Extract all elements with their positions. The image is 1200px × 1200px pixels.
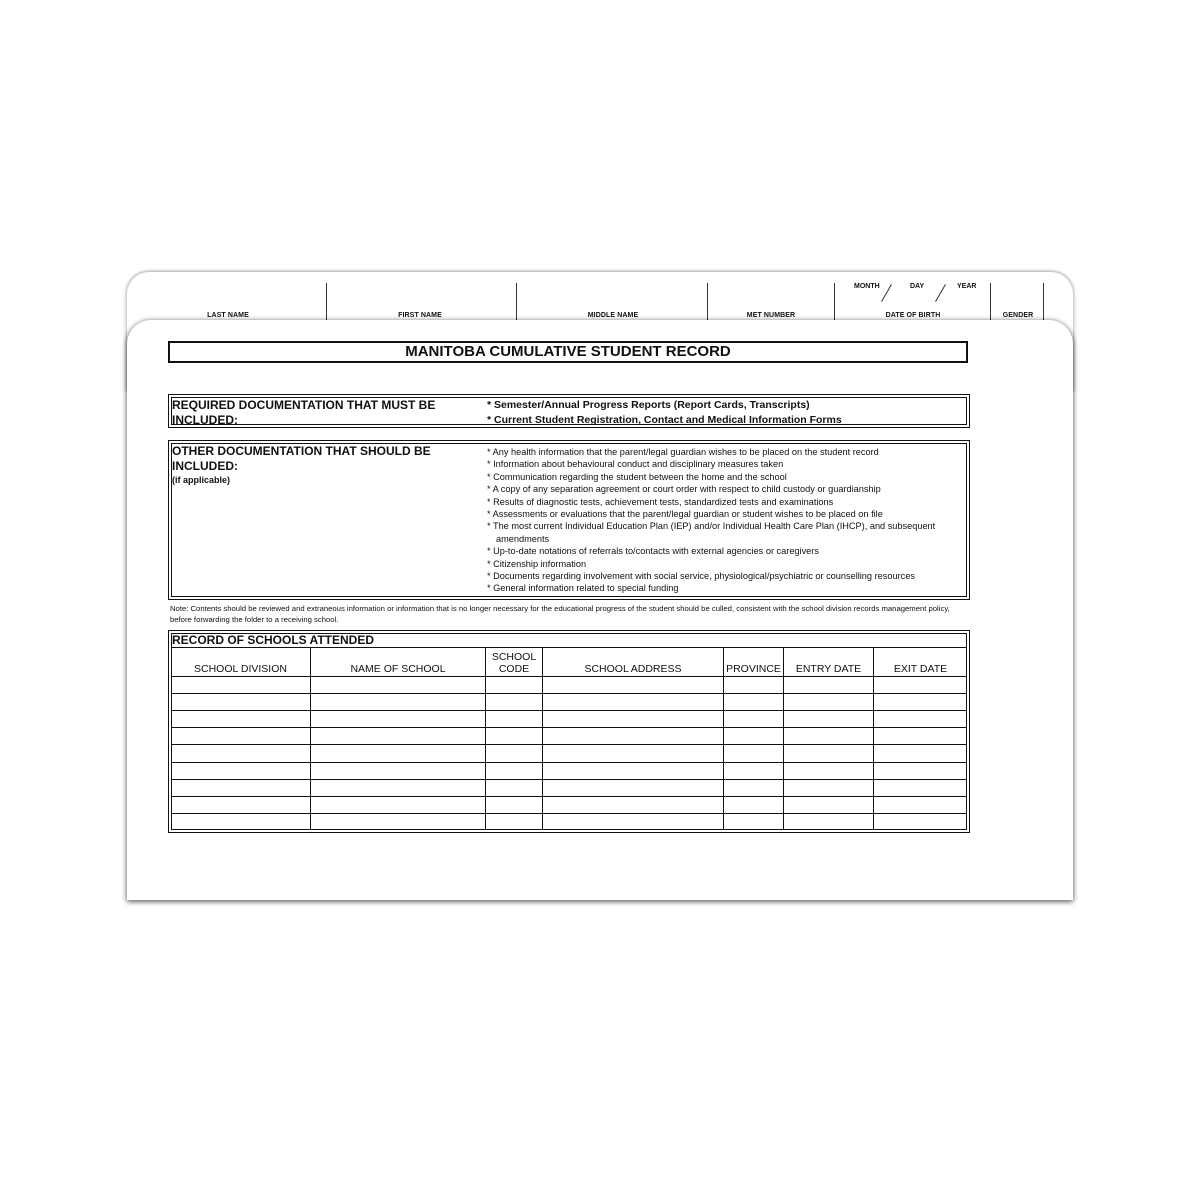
required-documentation-label: REQUIRED DOCUMENTATION THAT MUST BE INCLUDED: — [172, 398, 436, 427]
tab-divider — [707, 283, 708, 321]
tab-date-of-birth-label: DATE OF BIRTH — [885, 312, 941, 319]
list-item: * Up-to-date notations of referrals to/contacts with external agencies or caregivers — [487, 546, 819, 557]
table-row — [171, 813, 967, 814]
list-item: * The most current Individual Education Plan (IEP) and/or Individual Health Care Plan (IHCP), and subsequent — [487, 521, 936, 532]
column-header-school-division: SCHOOL DIVISION — [194, 663, 287, 675]
tab-last-name-label: LAST NAME — [207, 312, 249, 319]
tab-divider — [326, 283, 327, 321]
column-header-province: PROVINCE — [726, 663, 781, 675]
tab-divider — [1043, 283, 1044, 321]
schools-table — [168, 630, 970, 833]
tab-met-number-label: MET NUMBER — [746, 312, 796, 319]
culling-note: Note: Contents should be reviewed and extraneous information or information that is no longer necessary for the educational progress of the student should be culled, consistent with the school division records management policy, before forwarding the folder to a receiving school. — [170, 604, 950, 624]
list-item: * Documents regarding involvement with social service, physiological/psychiatric or counselling resources — [487, 571, 915, 582]
table-column-divider — [542, 647, 543, 830]
tab-day-label: DAY — [910, 283, 925, 290]
list-item: * Information about behavioural conduct and disciplinary measures taken — [487, 459, 784, 470]
column-header-entry-date: ENTRY DATE — [795, 663, 862, 675]
list-item: amendments — [496, 533, 550, 544]
tab-divider — [834, 283, 835, 321]
table-column-divider — [485, 647, 486, 830]
table-column-divider — [873, 647, 874, 830]
column-header-exit-date: EXIT DATE — [893, 663, 948, 675]
table-row — [171, 796, 967, 797]
tab-divider — [516, 283, 517, 321]
other-documentation-sublabel: (if applicable) — [172, 475, 231, 485]
list-item: * Any health information that the parent/legal guardian wishes to be placed on the student record — [487, 447, 879, 457]
table-row — [171, 779, 967, 780]
required-item: * Current Student Registration, Contact and Medical Information Forms — [487, 414, 842, 426]
list-item: * Citizenship information — [487, 558, 587, 569]
table-title-divider — [171, 647, 967, 648]
table-row — [171, 727, 967, 728]
schools-table-title: RECORD OF SCHOOLS ATTENDED — [172, 633, 375, 647]
tab-month-label: MONTH — [854, 283, 880, 290]
table-column-divider — [783, 647, 784, 830]
tab-divider — [990, 283, 991, 321]
list-item: * Communication regarding the student between the home and the school — [487, 471, 787, 482]
table-column-divider — [310, 647, 311, 830]
tab-first-name-label: FIRST NAME — [398, 312, 442, 319]
column-header-name-of-school: NAME OF SCHOOL — [350, 663, 446, 675]
column-header-school-code-line: SCHOOL — [491, 651, 537, 663]
page-title: MANITOBA CUMULATIVE STUDENT RECORD — [168, 341, 968, 363]
required-item: * Semester/Annual Progress Reports (Report Cards, Transcripts) — [487, 399, 810, 411]
table-row — [171, 744, 967, 745]
column-header-school-code — [486, 652, 542, 675]
other-documentation-list — [487, 446, 967, 595]
column-header-school-code-line: CODE — [498, 662, 530, 675]
list-item: * Assessments or evaluations that the parent/legal guardian or student wishes to be placed on file — [487, 509, 883, 520]
list-item: * General information related to special funding — [487, 583, 679, 594]
table-row — [171, 710, 967, 711]
column-header-school-address: SCHOOL ADDRESS — [584, 663, 682, 675]
table-row — [171, 693, 967, 694]
tab-middle-name-label: MIDDLE NAME — [587, 312, 639, 319]
list-item: * Results of diagnostic tests, achievement tests, standardized tests and examinations — [487, 496, 834, 507]
list-item: * A copy of any separation agreement or court order with respect to child custody or guardianship — [487, 484, 881, 495]
other-documentation-label: OTHER DOCUMENTATION THAT SHOULD BE INCLUDED: — [172, 444, 431, 473]
table-column-divider — [723, 647, 724, 830]
table-row — [171, 676, 967, 677]
tab-gender-label: GENDER — [1002, 312, 1034, 319]
tab-year-label: YEAR — [957, 283, 977, 290]
table-row — [171, 762, 967, 763]
